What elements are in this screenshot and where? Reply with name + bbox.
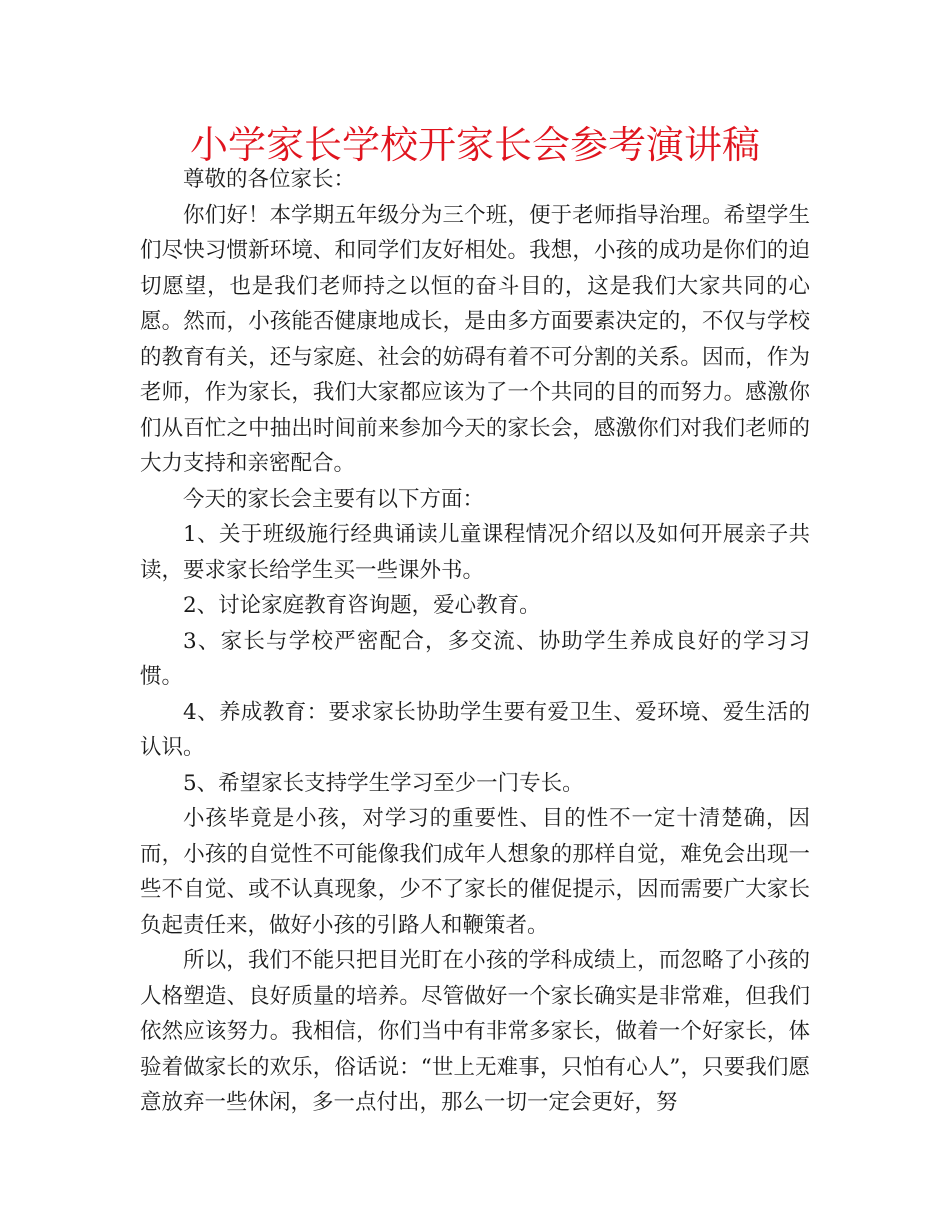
greeting: 尊敬的各位家长： [183,167,356,192]
paragraph-1: 你们好！本学期五年级分为三个班，便于老师指导治理。希望学生们尽快习惯新环境、和同学们友好相处。我想，小孩的成功是你们的迫切愿望，也是我们老师持之以恒的奋斗目的，这是我们大家共同的心愿。然而，小孩能否健康地成长，是由多方面要素决定的，不仅与学校的教育有关，还与家庭、社会的妨碍有着不可分割的关系。因而，作为老师，作为家长，我们大家都应该为了一个共同的目的而努力。感激你们从百忙之中抽出时间前来参加今天的家长会，感激你们对我们老师的大力支持和亲密配合。 [140,202,810,476]
paragraph-4: 2、讨论家庭教育咨询题，爱心教育。 [183,593,541,618]
paragraph-5: 3、家长与学校严密配合，多交流、协助学生养成良好的学习习惯。 [140,628,810,689]
paragraph-7: 5、希望家长支持学生学习至少一门专长。 [183,770,584,796]
paragraph-3: 1、关于班级施行经典诵读儿童课程情况介绍以及如何开展亲子共读，要求家长给学生买一些课外书。 [140,522,810,583]
paragraph-9: 所以，我们不能只把目光盯在小孩的学科成绩上，而忽略了小孩的人格塑造、良好质量的培养。尽管做好一个家长确实是非常难，但我们依然应该努力。我相信，你们当中有非常多家长，做着一个好家长，体验着做家长的欢乐，俗话说：“世上无难事，只怕有心人”，只要我们愿意放弃一些休闲，多一点付出，那么一切一定会更好，努 [140,948,810,1115]
paragraph-8: 小孩毕竟是小孩，对学习的重要性、目的性不一定十清楚确，因而，小孩的自觉性不可能像我们成年人想象的那样自觉，难免会出现一些不自觉、或不认真现象，少不了家长的催促提示，因而需要广大家长负起责任来，做好小孩的引路人和鞭策者。 [140,806,810,938]
document-title: 小学家长学校开家长会参考演讲稿 [189,123,760,167]
paragraph-6: 4、养成教育：要求家长协助学生要有爱卫生、爱环境、爱生活的认识。 [140,699,810,760]
paragraph-2: 今天的家长会主要有以下方面： [183,486,485,512]
document-body [140,162,810,1121]
